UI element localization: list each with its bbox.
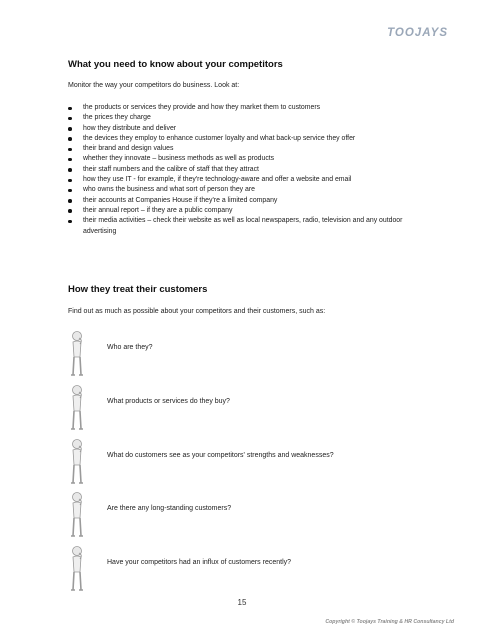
bullet-item: their media activities – check their website as well as local newspapers, radio, television and any outdoor advertising — [68, 216, 428, 237]
copyright-notice: Copyright © Toojays Training & HR Consultancy Ltd — [325, 619, 454, 625]
bullet-dot — [68, 148, 72, 152]
bullet-dot — [68, 158, 72, 162]
question-row — [64, 330, 424, 380]
question-row — [64, 545, 424, 595]
bullet-dot — [68, 179, 72, 183]
question-text: What do customers see as your competitors' strengths and weaknesses? — [107, 452, 334, 459]
bullet-dot — [68, 117, 72, 121]
section-heading-competitors: What you need to know about your competitors — [68, 59, 283, 70]
question-row — [64, 438, 424, 488]
question-row — [64, 384, 424, 434]
bullet-item: the prices they charge — [68, 113, 428, 123]
bullet-dot — [68, 209, 72, 213]
bullet-dot — [68, 189, 72, 193]
thinking-figure-icon — [64, 330, 90, 378]
bullet-item: their accounts at Companies House if they're a limited company — [68, 196, 428, 206]
question-text: What products or services do they buy? — [107, 398, 230, 405]
bullet-item: the devices they employ to enhance customer loyalty and what back-up service they offer — [68, 134, 428, 144]
thinking-figure-icon — [64, 438, 90, 486]
bullet-item: how they use IT - for example, if they're technology-aware and offer a website and email — [68, 175, 428, 185]
bullet-item: their staff numbers and the calibre of staff that they attract — [68, 165, 428, 175]
competitor-bullet-list — [68, 103, 428, 237]
section-heading-customers: How they treat their customers — [68, 284, 208, 295]
bullet-item: their brand and design values — [68, 144, 428, 154]
bullet-dot — [68, 127, 72, 131]
bullet-dot — [68, 199, 72, 203]
bullet-item: how they distribute and deliver — [68, 124, 428, 134]
section-intro-customers: Find out as much as possible about your competitors and their customers, such as: — [68, 308, 326, 315]
page-number: 15 — [237, 598, 247, 607]
bullet-item: their annual report – if they are a public company — [68, 206, 428, 216]
thinking-figure-icon — [64, 384, 90, 432]
question-text: Who are they? — [107, 344, 153, 351]
section-intro-competitors: Monitor the way your competitors do business. Look at: — [68, 82, 240, 89]
bullet-dot — [68, 137, 72, 141]
bullet-item: whether they innovate – business methods as well as products — [68, 154, 428, 164]
bullet-item: who owns the business and what sort of person they are — [68, 185, 428, 195]
bullet-dot — [68, 168, 72, 172]
brand-logo: TOOJAYS — [387, 27, 448, 39]
bullet-item: the products or services they provide and how they market them to customers — [68, 103, 428, 113]
question-text: Have your competitors had an influx of customers recently? — [107, 559, 292, 566]
thinking-figure-icon — [64, 545, 90, 593]
bullet-dot — [68, 107, 72, 111]
question-text: Are there any long-standing customers? — [107, 505, 232, 512]
question-row — [64, 491, 424, 541]
thinking-figure-icon — [64, 491, 90, 539]
bullet-dot — [68, 220, 72, 224]
